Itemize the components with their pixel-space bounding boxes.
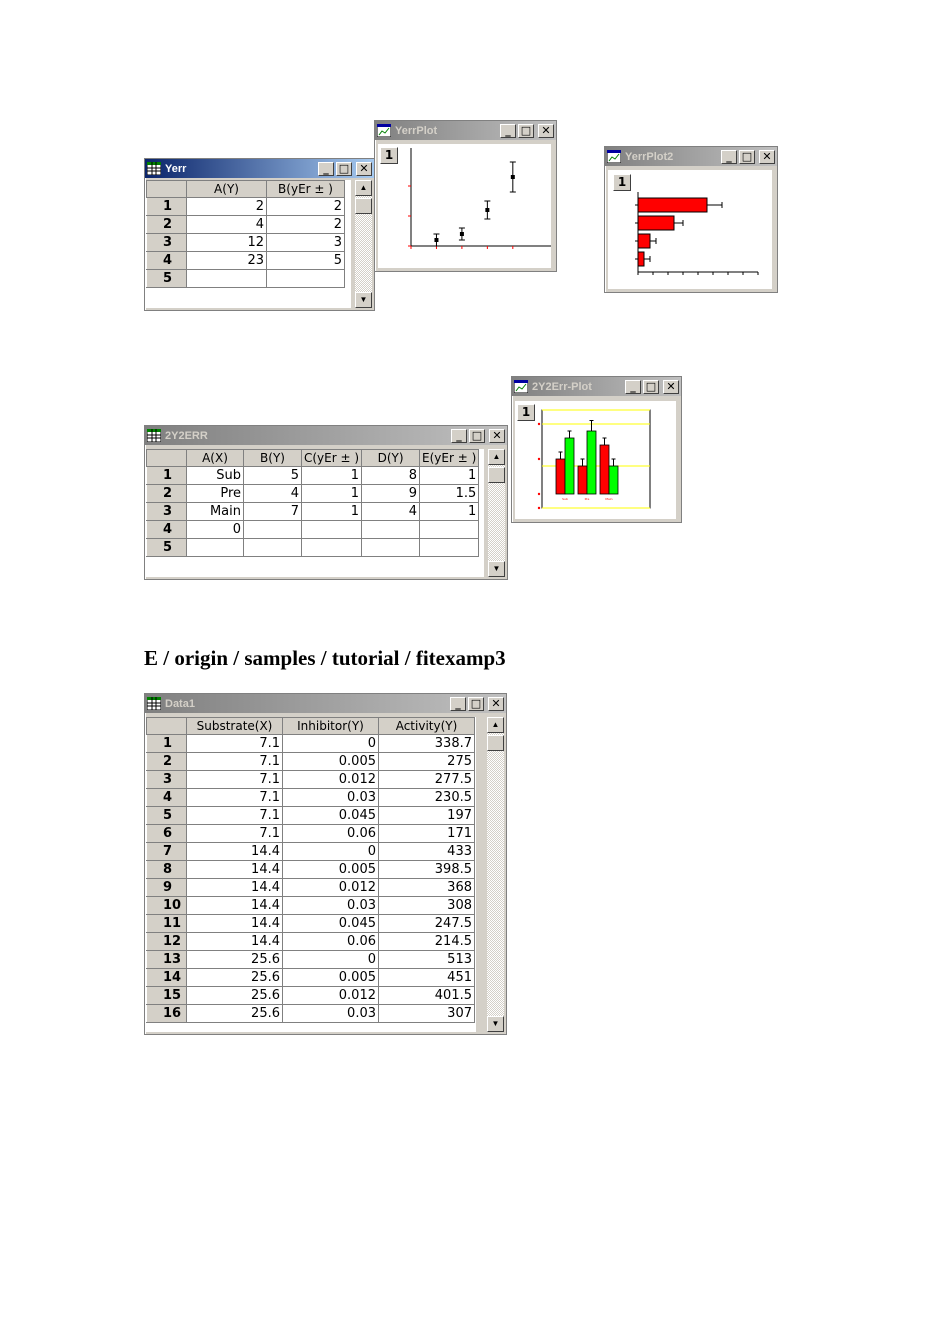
cell[interactable]: 0.012 xyxy=(283,879,379,897)
cell[interactable]: 2 xyxy=(267,198,345,216)
column-header-e[interactable]: E(yEr ± ) xyxy=(420,450,479,467)
corner-header[interactable] xyxy=(147,181,187,198)
column-header-b[interactable]: B(yEr ± ) xyxy=(267,181,345,198)
cell[interactable]: 0.03 xyxy=(283,789,379,807)
scatter-chart[interactable] xyxy=(378,144,551,268)
cell[interactable] xyxy=(362,521,420,539)
cell[interactable]: 247.5 xyxy=(379,915,475,933)
row-header[interactable]: 6 xyxy=(147,825,187,843)
window-title: 2Y2Err-Plot xyxy=(532,380,592,393)
cell[interactable]: 368 xyxy=(379,879,475,897)
category-label: Main xyxy=(605,497,613,501)
cell[interactable]: 0.005 xyxy=(283,861,379,879)
cell[interactable] xyxy=(187,270,267,288)
column-header-activity[interactable]: Activity(Y) xyxy=(379,718,475,735)
cell[interactable]: 214.5 xyxy=(379,933,475,951)
cell[interactable]: 277.5 xyxy=(379,771,475,789)
category-label: Pre xyxy=(584,497,590,501)
cell[interactable]: Pre xyxy=(187,485,244,503)
cell[interactable]: 0.06 xyxy=(283,933,379,951)
cell[interactable]: 23 xyxy=(187,252,267,270)
cell[interactable]: 0 xyxy=(283,951,379,969)
worksheet-icon xyxy=(147,429,161,442)
cell[interactable]: 1 xyxy=(420,503,479,521)
close-button[interactable]: ✕ xyxy=(759,150,775,164)
cell[interactable]: 0.005 xyxy=(283,969,379,987)
row-header[interactable]: 13 xyxy=(147,951,187,969)
bar xyxy=(565,438,574,494)
maximize-button[interactable]: □ xyxy=(468,697,484,711)
cell[interactable]: 5 xyxy=(244,467,302,485)
bar xyxy=(556,459,565,494)
cell[interactable]: 0.03 xyxy=(283,897,379,915)
table-row xyxy=(147,467,479,485)
graph-icon xyxy=(607,150,621,163)
bar xyxy=(638,198,707,212)
cell[interactable]: 25.6 xyxy=(187,1005,283,1023)
table-row xyxy=(147,735,475,753)
minimize-button[interactable]: _ xyxy=(451,429,467,443)
scroll-up-button[interactable]: ▲ xyxy=(355,180,372,196)
cell[interactable]: 7.1 xyxy=(187,825,283,843)
cell[interactable] xyxy=(362,539,420,557)
plot-page[interactable] xyxy=(378,144,551,268)
table-row xyxy=(147,789,475,807)
cell[interactable]: 0.012 xyxy=(283,987,379,1005)
cell[interactable]: 25.6 xyxy=(187,969,283,987)
bar xyxy=(638,252,644,266)
column-header-c[interactable]: C(yEr ± ) xyxy=(302,450,362,467)
corner-header[interactable] xyxy=(147,450,187,467)
cell[interactable]: 338.7 xyxy=(379,735,475,753)
cell[interactable]: 0.005 xyxy=(283,753,379,771)
cell[interactable]: 0.012 xyxy=(283,771,379,789)
section-heading: E / origin / samples / tutorial / fitexamp3 xyxy=(144,646,506,670)
yerrplot2-titlebar[interactable] xyxy=(605,147,777,166)
table-row xyxy=(147,771,475,789)
cell[interactable]: 5 xyxy=(267,252,345,270)
cell[interactable]: 8 xyxy=(362,467,420,485)
cell[interactable]: 3 xyxy=(267,234,345,252)
cell[interactable]: 1.5 xyxy=(420,485,479,503)
scroll-down-button[interactable]: ▼ xyxy=(488,561,505,577)
cell[interactable]: 14.4 xyxy=(187,915,283,933)
row-header[interactable]: 4 xyxy=(147,252,187,270)
close-button[interactable]: ✕ xyxy=(663,380,679,394)
y-tick xyxy=(538,458,540,460)
vertical-scrollbar[interactable] xyxy=(487,717,504,1032)
cell[interactable]: 0 xyxy=(283,735,379,753)
cell[interactable]: 7.1 xyxy=(187,807,283,825)
cell[interactable]: 0.045 xyxy=(283,915,379,933)
data1-window xyxy=(144,693,507,1035)
yerr-titlebar[interactable] xyxy=(145,159,374,178)
cell[interactable]: 14.4 xyxy=(187,843,283,861)
cell[interactable] xyxy=(420,539,479,557)
vertical-scrollbar[interactable] xyxy=(488,449,505,577)
scroll-thumb[interactable] xyxy=(355,198,372,214)
layer-button[interactable]: 1 xyxy=(613,174,631,191)
cell[interactable]: 4 xyxy=(244,485,302,503)
horizontal-bar-chart[interactable] xyxy=(608,170,772,289)
table-row xyxy=(147,216,345,234)
table-row xyxy=(147,234,345,252)
cell[interactable]: 9 xyxy=(362,485,420,503)
row-header[interactable]: 8 xyxy=(147,861,187,879)
grouped-bar-chart[interactable] xyxy=(515,401,676,519)
cell[interactable]: 25.6 xyxy=(187,987,283,1005)
row-header[interactable]: 4 xyxy=(147,789,187,807)
row-header[interactable]: 3 xyxy=(147,503,187,521)
data-point xyxy=(485,208,489,212)
column-header-substrate[interactable]: Substrate(X) xyxy=(187,718,283,735)
cell[interactable]: 4 xyxy=(187,216,267,234)
cell[interactable]: 308 xyxy=(379,897,475,915)
table-row xyxy=(147,485,479,503)
worksheet-icon xyxy=(147,162,161,175)
cell[interactable]: 433 xyxy=(379,843,475,861)
worksheet-grid[interactable] xyxy=(146,449,484,577)
row-header[interactable]: 1 xyxy=(147,467,187,485)
table-row xyxy=(147,753,475,771)
cell[interactable]: 7.1 xyxy=(187,789,283,807)
table-row xyxy=(147,270,345,288)
row-header[interactable]: 15 xyxy=(147,987,187,1005)
row-header[interactable]: 12 xyxy=(147,933,187,951)
table-row xyxy=(147,521,479,539)
column-header-a[interactable]: A(Y) xyxy=(187,181,267,198)
window-title: 2Y2ERR xyxy=(165,429,208,442)
cell[interactable] xyxy=(302,539,362,557)
data-point xyxy=(460,232,464,236)
y2errplot-titlebar[interactable] xyxy=(512,377,681,396)
layer-button[interactable]: 1 xyxy=(517,404,535,421)
cell[interactable]: 7.1 xyxy=(187,753,283,771)
cell[interactable] xyxy=(244,521,302,539)
row-header[interactable]: 5 xyxy=(147,539,187,557)
window-title: YerrPlot xyxy=(395,124,438,137)
vertical-scrollbar[interactable] xyxy=(355,180,372,308)
minimize-button[interactable]: _ xyxy=(625,380,641,394)
data1-titlebar[interactable] xyxy=(145,694,506,713)
cell[interactable]: 1 xyxy=(302,503,362,521)
scroll-thumb[interactable] xyxy=(488,467,505,483)
cell[interactable]: 7.1 xyxy=(187,771,283,789)
column-header-inhibitor[interactable]: Inhibitor(Y) xyxy=(283,718,379,735)
row-header[interactable]: 14 xyxy=(147,969,187,987)
table-row xyxy=(147,915,475,933)
row-header[interactable]: 5 xyxy=(147,807,187,825)
table-row xyxy=(147,951,475,969)
cell[interactable]: 7 xyxy=(244,503,302,521)
table-row xyxy=(147,969,475,987)
table-row xyxy=(147,252,345,270)
cell[interactable]: 398.5 xyxy=(379,861,475,879)
bar xyxy=(600,445,609,494)
cell[interactable]: 401.5 xyxy=(379,987,475,1005)
maximize-button[interactable]: □ xyxy=(739,150,755,164)
cell[interactable] xyxy=(187,539,244,557)
row-header[interactable]: 1 xyxy=(147,198,187,216)
cell[interactable]: 12 xyxy=(187,234,267,252)
cell[interactable] xyxy=(302,521,362,539)
graph-icon xyxy=(514,380,528,393)
yerrplot-window xyxy=(374,120,557,272)
bar xyxy=(587,431,596,494)
row-header[interactable]: 2 xyxy=(147,753,187,771)
scroll-up-button[interactable]: ▲ xyxy=(487,717,504,733)
table-row xyxy=(147,807,475,825)
cell[interactable] xyxy=(267,270,345,288)
maximize-button[interactable]: □ xyxy=(643,380,659,394)
row-header[interactable]: 4 xyxy=(147,521,187,539)
cell[interactable]: 1 xyxy=(302,485,362,503)
y2errplot-window xyxy=(511,376,682,523)
cell[interactable]: 0 xyxy=(283,843,379,861)
y2err-titlebar[interactable] xyxy=(145,426,507,445)
column-header-a[interactable]: A(X) xyxy=(187,450,244,467)
scroll-thumb[interactable] xyxy=(487,735,504,751)
cell[interactable]: 7.1 xyxy=(187,735,283,753)
cell[interactable]: 1 xyxy=(302,467,362,485)
window-title: YerrPlot2 xyxy=(625,150,674,163)
cell[interactable]: 0.06 xyxy=(283,825,379,843)
minimize-button[interactable]: _ xyxy=(318,162,334,176)
y-tick xyxy=(538,507,540,509)
table-row xyxy=(147,503,479,521)
minimize-button[interactable]: _ xyxy=(721,150,737,164)
cell[interactable]: 307 xyxy=(379,1005,475,1023)
y-tick xyxy=(538,493,540,495)
y-tick xyxy=(538,423,540,425)
cell[interactable]: Main xyxy=(187,503,244,521)
bar xyxy=(638,234,650,248)
column-header-b[interactable]: B(Y) xyxy=(244,450,302,467)
table-row xyxy=(147,843,475,861)
corner-header[interactable] xyxy=(147,718,187,735)
yerr-window xyxy=(144,158,375,311)
cell[interactable]: 14.4 xyxy=(187,879,283,897)
row-header[interactable]: 2 xyxy=(147,216,187,234)
yerrplot-titlebar[interactable] xyxy=(375,121,556,140)
row-header[interactable]: 3 xyxy=(147,771,187,789)
window-title: Data1 xyxy=(165,697,195,710)
cell[interactable]: 0.045 xyxy=(283,807,379,825)
cell[interactable]: Sub xyxy=(187,467,244,485)
minimize-button[interactable]: _ xyxy=(500,124,516,138)
scroll-up-button[interactable]: ▲ xyxy=(488,449,505,465)
table-row xyxy=(147,198,345,216)
worksheet-grid[interactable] xyxy=(146,180,351,308)
row-header[interactable]: 2 xyxy=(147,485,187,503)
row-header[interactable]: 7 xyxy=(147,843,187,861)
table-row xyxy=(147,987,475,1005)
cell[interactable]: 14.4 xyxy=(187,897,283,915)
row-header[interactable]: 1 xyxy=(147,735,187,753)
table-row xyxy=(147,897,475,915)
graph-icon xyxy=(377,124,391,137)
row-header[interactable]: 10 xyxy=(147,897,187,915)
row-header[interactable]: 11 xyxy=(147,915,187,933)
cell[interactable] xyxy=(244,539,302,557)
cell[interactable]: 25.6 xyxy=(187,951,283,969)
row-header[interactable]: 9 xyxy=(147,879,187,897)
row-header[interactable]: 5 xyxy=(147,270,187,288)
maximize-button[interactable]: □ xyxy=(518,124,534,138)
cell[interactable]: 230.5 xyxy=(379,789,475,807)
row-header[interactable]: 3 xyxy=(147,234,187,252)
yerrplot2-window xyxy=(604,146,778,293)
window-title: Yerr xyxy=(165,162,187,175)
plot-page[interactable] xyxy=(608,170,772,289)
close-button[interactable]: ✕ xyxy=(356,162,372,176)
table-row xyxy=(147,879,475,897)
cell[interactable]: 451 xyxy=(379,969,475,987)
cell[interactable]: 275 xyxy=(379,753,475,771)
worksheet-grid[interactable] xyxy=(146,717,476,1032)
cell[interactable]: 0 xyxy=(187,521,244,539)
scroll-down-button[interactable]: ▼ xyxy=(355,292,372,308)
worksheet-icon xyxy=(147,697,161,710)
cell[interactable]: 171 xyxy=(379,825,475,843)
column-header-d[interactable]: D(Y) xyxy=(362,450,420,467)
plot-page[interactable] xyxy=(515,401,676,519)
cell[interactable]: 2 xyxy=(267,216,345,234)
cell[interactable]: 0.03 xyxy=(283,1005,379,1023)
data-point xyxy=(511,175,515,179)
cell[interactable]: 14.4 xyxy=(187,861,283,879)
category-label: Sub xyxy=(562,497,568,501)
cell[interactable]: 197 xyxy=(379,807,475,825)
bar xyxy=(609,466,618,494)
cell[interactable]: 14.4 xyxy=(187,933,283,951)
cell[interactable]: 2 xyxy=(187,198,267,216)
data-point xyxy=(434,238,438,242)
cell[interactable]: 1 xyxy=(420,467,479,485)
layer-button[interactable]: 1 xyxy=(380,147,398,164)
close-button[interactable]: ✕ xyxy=(538,124,554,138)
cell[interactable]: 513 xyxy=(379,951,475,969)
table-row xyxy=(147,539,479,557)
table-row xyxy=(147,825,475,843)
cell[interactable]: 4 xyxy=(362,503,420,521)
row-header[interactable]: 16 xyxy=(147,1005,187,1023)
cell[interactable] xyxy=(420,521,479,539)
scroll-down-button[interactable]: ▼ xyxy=(487,1016,504,1032)
maximize-button[interactable]: □ xyxy=(336,162,352,176)
table-row xyxy=(147,861,475,879)
table-row xyxy=(147,1005,475,1023)
close-button[interactable]: ✕ xyxy=(488,697,504,711)
close-button[interactable]: ✕ xyxy=(489,429,505,443)
maximize-button[interactable]: □ xyxy=(469,429,485,443)
table-row xyxy=(147,933,475,951)
bar xyxy=(578,466,587,494)
y2err-window xyxy=(144,425,508,580)
minimize-button[interactable]: _ xyxy=(450,697,466,711)
bar xyxy=(638,216,674,230)
